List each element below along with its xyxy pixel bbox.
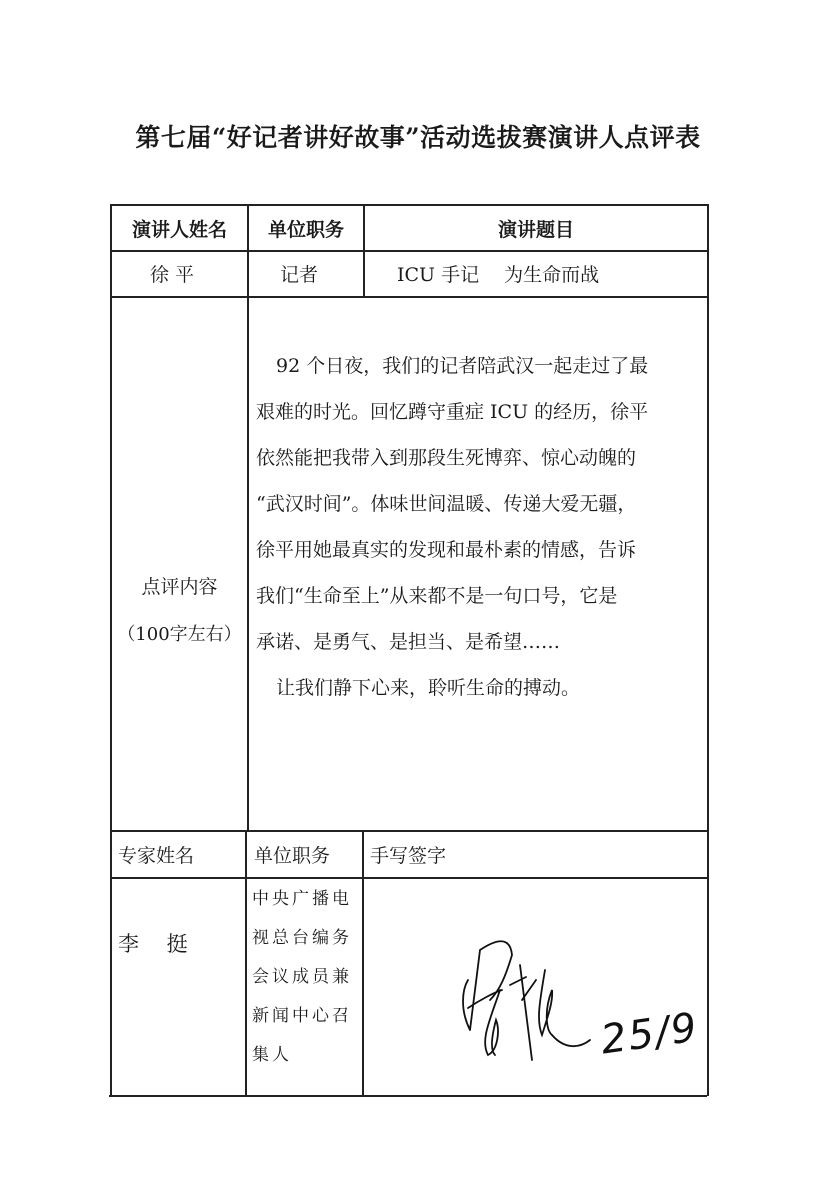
expert-header-name: 专家姓名 [118, 845, 195, 867]
table-rule [110, 296, 709, 298]
comment-line: “武汉时间”。体味世间温暖、传递大爱无疆， [256, 493, 637, 515]
comment-line: 承诺、是勇气、是担当、是希望…… [256, 631, 561, 653]
speaker-name: 徐 平 [149, 264, 195, 286]
position-line: 视总台编务 [252, 928, 352, 948]
table-border [110, 204, 112, 1096]
table-rule [362, 830, 364, 1096]
table-rule [110, 877, 708, 879]
comment-content [256, 343, 701, 711]
position-line: 中央广播电 [252, 889, 352, 909]
header-unit-position: 单位职务 [267, 218, 344, 241]
comment-line: 徐平用她最真实的发现和最朴素的情感，告诉 [256, 539, 637, 561]
position-line: 集人 [252, 1045, 292, 1065]
header-speaker-name: 演讲人姓名 [131, 218, 227, 241]
expert-name: 李 挺 [118, 932, 188, 956]
handwritten-date: 25/9 [598, 1004, 702, 1064]
table-rule [245, 830, 247, 1096]
position-line: 会议成员兼 [252, 967, 352, 987]
position-line: 新闻中心召 [252, 1006, 352, 1026]
comment-sublabel: （100字左右） [117, 624, 242, 645]
expert-position [252, 880, 362, 1075]
document-title: 第七届“好记者讲好故事”活动选拔赛演讲人点评表 [135, 123, 701, 152]
comment-label: 点评内容 [141, 575, 218, 598]
comment-line: 让我们静下心来，聆听生命的搏动。 [276, 677, 581, 699]
comment-line: 92 个日夜，我们的记者陪武汉一起走过了最 [276, 355, 649, 377]
speaker-position: 记者 [279, 264, 318, 286]
comment-line: 依然能把我带入到那段生死博弈、惊心动魄的 [256, 447, 637, 469]
comment-line: 艰难的时光。回忆蹲守重症 ICU 的经历，徐平 [256, 401, 649, 423]
speech-topic: ICU 手记 为生命而战 [397, 264, 600, 286]
expert-header-position: 单位职务 [254, 845, 331, 867]
comment-line: 我们“生命至上”从来都不是一句口号，它是 [256, 585, 618, 607]
header-speech-title: 演讲题目 [497, 218, 574, 241]
table-rule [247, 204, 249, 831]
expert-header-signature: 手写签字 [370, 845, 447, 867]
